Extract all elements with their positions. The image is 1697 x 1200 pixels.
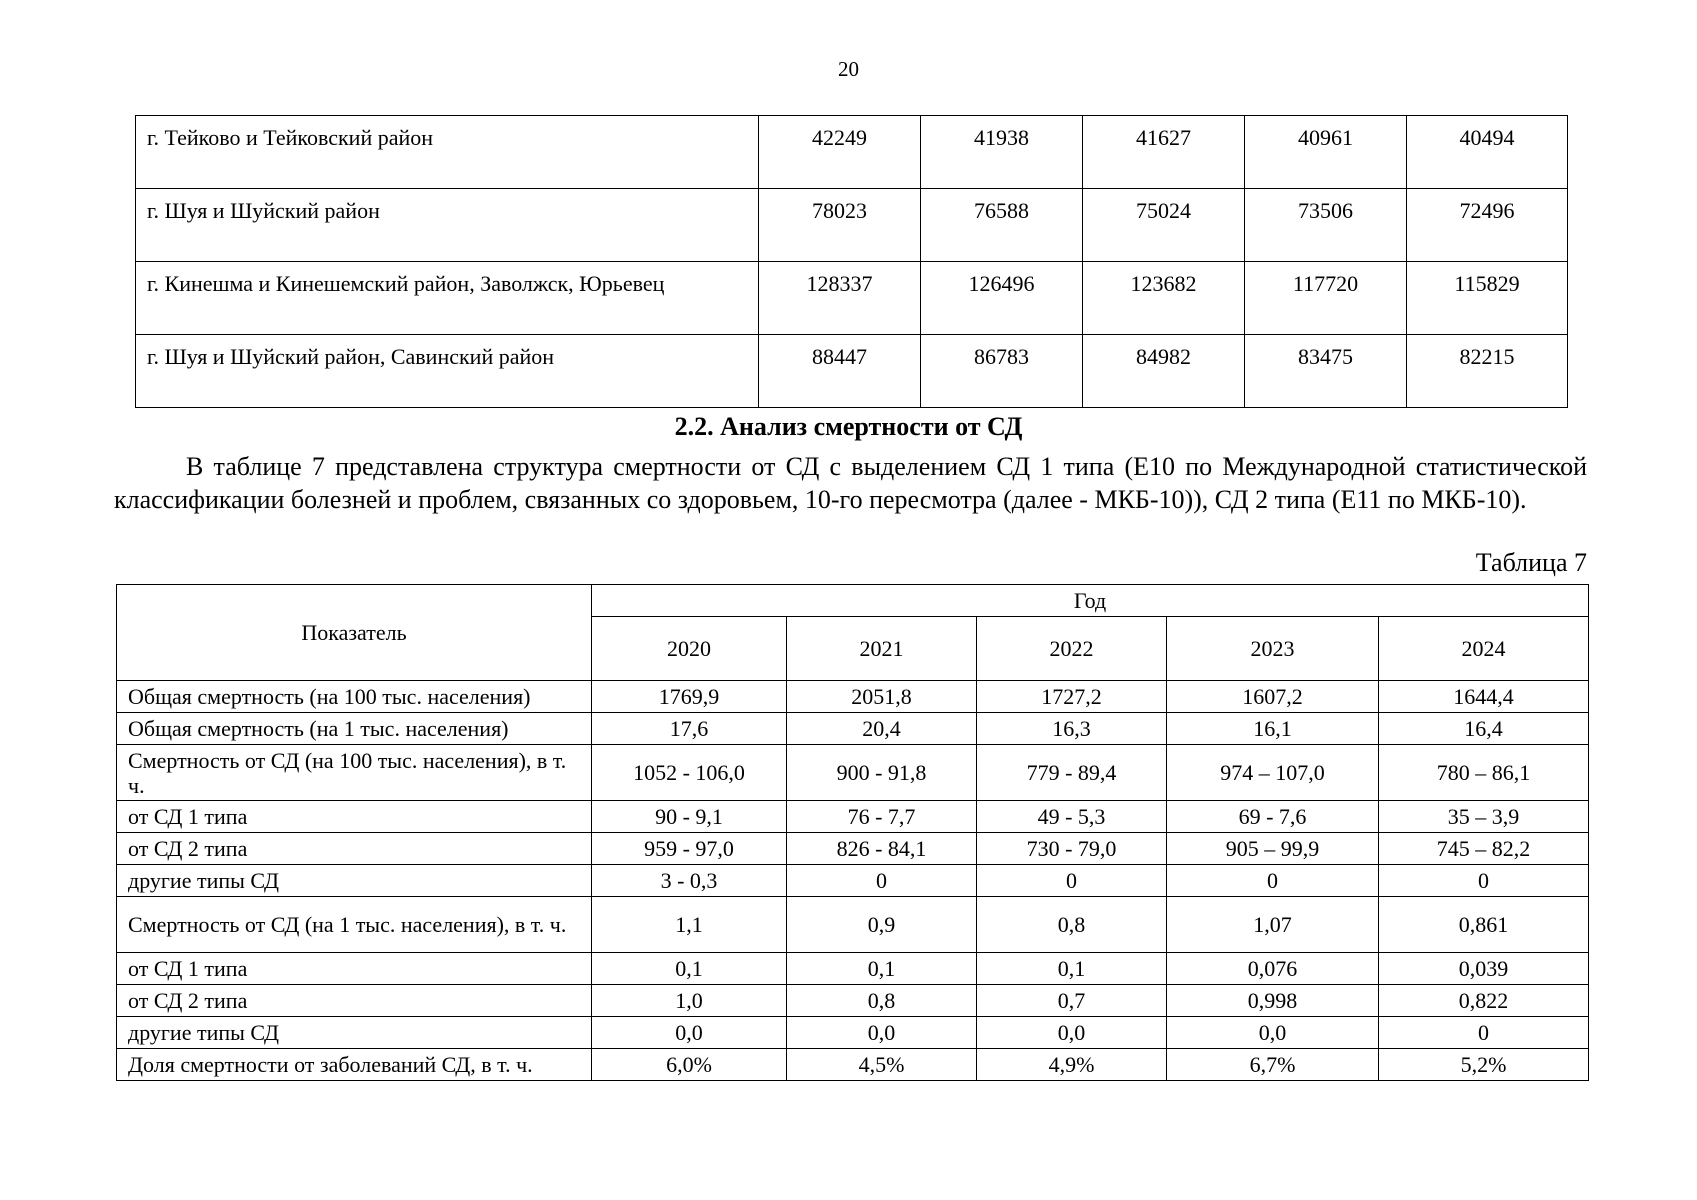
population-table	[135, 115, 1568, 408]
population-value: 115829	[1407, 262, 1568, 335]
table-row	[117, 985, 1589, 1017]
indicator-value: 1,0	[592, 985, 787, 1017]
indicator-value: 0,998	[1167, 985, 1379, 1017]
population-value: 40961	[1245, 116, 1407, 189]
indicator-value: 0	[787, 865, 977, 897]
table-row	[117, 1049, 1589, 1081]
table-row	[136, 116, 1568, 189]
indicator-value: 745 – 82,2	[1379, 833, 1589, 865]
table-row	[117, 713, 1589, 745]
indicator-value: 16,4	[1379, 713, 1589, 745]
indicator-value: 0,0	[1167, 1017, 1379, 1049]
population-value: 41938	[921, 116, 1083, 189]
indicator-label: другие типы СД	[117, 1017, 592, 1049]
indicator-label: от СД 2 типа	[117, 833, 592, 865]
indicator-value: 905 – 99,9	[1167, 833, 1379, 865]
table-row	[136, 262, 1568, 335]
section-heading: 2.2. Анализ смертности от СД	[674, 412, 1023, 441]
population-value: 128337	[759, 262, 921, 335]
indicator-label: Доля смертности от заболеваний СД, в т. ч.	[117, 1049, 592, 1081]
population-value: 117720	[1245, 262, 1407, 335]
indicator-value: 0	[1379, 865, 1589, 897]
indicator-value: 0,0	[592, 1017, 787, 1049]
indicator-value: 6,7%	[1167, 1049, 1379, 1081]
indicator-value: 900 - 91,8	[787, 745, 977, 801]
table-row	[117, 833, 1589, 865]
page-number: 20	[838, 57, 859, 81]
indicator-value: 730 - 79,0	[977, 833, 1167, 865]
indicator-label: Смертность от СД (на 1 тыс. населения), в т. ч.	[117, 897, 592, 953]
indicator-value: 16,1	[1167, 713, 1379, 745]
year-header: Год	[592, 585, 1589, 617]
district-name: г. Тейково и Тейковский район	[136, 116, 759, 189]
intro-paragraph-text: В таблице 7 представлена структура смертности от СД с выделением СД 1 типа (Е10 по Международной статистической классификации болезней и проблем, связанных со здоровьем, 10-го пересмотра (далее - МКБ-10)), СД 2 типа (Е11 по МКБ-10).	[114, 452, 1587, 514]
indicator-value: 1,07	[1167, 897, 1379, 953]
population-value: 76588	[921, 189, 1083, 262]
table-row	[117, 865, 1589, 897]
indicator-value: 5,2%	[1379, 1049, 1589, 1081]
indicator-value: 1,1	[592, 897, 787, 953]
indicator-label: от СД 2 типа	[117, 985, 592, 1017]
indicator-value: 1644,4	[1379, 681, 1589, 713]
indicator-value: 0,0	[977, 1017, 1167, 1049]
indicator-value: 90 - 9,1	[592, 801, 787, 833]
district-name: г. Кинешма и Кинешемский район, Заволжск, Юрьевец	[136, 262, 759, 335]
indicator-value: 4,9%	[977, 1049, 1167, 1081]
year-2022: 2022	[977, 617, 1167, 681]
indicator-value: 1727,2	[977, 681, 1167, 713]
population-value: 83475	[1245, 335, 1407, 408]
indicator-value: 0,7	[977, 985, 1167, 1017]
indicator-value: 1607,2	[1167, 681, 1379, 713]
indicator-value: 20,4	[787, 713, 977, 745]
indicator-value: 17,6	[592, 713, 787, 745]
indicator-value: 0,861	[1379, 897, 1589, 953]
table-row	[117, 953, 1589, 985]
indicator-value: 69 - 7,6	[1167, 801, 1379, 833]
indicator-value: 1052 - 106,0	[592, 745, 787, 801]
indicator-value: 779 - 89,4	[977, 745, 1167, 801]
indicator-value: 0,039	[1379, 953, 1589, 985]
population-value: 86783	[921, 335, 1083, 408]
indicator-label: Общая смертность (на 1 тыс. населения)	[117, 713, 592, 745]
indicator-value: 35 – 3,9	[1379, 801, 1589, 833]
population-value: 123682	[1083, 262, 1245, 335]
table-row	[117, 897, 1589, 953]
year-2020: 2020	[592, 617, 787, 681]
year-2024: 2024	[1379, 617, 1589, 681]
population-value: 78023	[759, 189, 921, 262]
indicator-value: 780 – 86,1	[1379, 745, 1589, 801]
population-value: 42249	[759, 116, 921, 189]
district-name: г. Шуя и Шуйский район	[136, 189, 759, 262]
population-value: 40494	[1407, 116, 1568, 189]
mortality-table	[116, 584, 1589, 1081]
table-row	[136, 335, 1568, 408]
year-2023: 2023	[1167, 617, 1379, 681]
indicator-header: Показатель	[117, 585, 592, 681]
table-row	[117, 1017, 1589, 1049]
indicator-value: 0,1	[592, 953, 787, 985]
population-value: 82215	[1407, 335, 1568, 408]
indicator-value: 0,9	[787, 897, 977, 953]
indicator-value: 0,1	[977, 953, 1167, 985]
population-value: 72496	[1407, 189, 1568, 262]
indicator-label: Смертность от СД (на 100 тыс. населения), в т. ч.	[117, 745, 592, 801]
indicator-value: 0	[1167, 865, 1379, 897]
indicator-value: 49 - 5,3	[977, 801, 1167, 833]
indicator-value: 2051,8	[787, 681, 977, 713]
population-value: 41627	[1083, 116, 1245, 189]
indicator-value: 0,8	[977, 897, 1167, 953]
intro-paragraph	[114, 450, 1587, 516]
table-row	[117, 681, 1589, 713]
indicator-value: 3 - 0,3	[592, 865, 787, 897]
indicator-value: 0,8	[787, 985, 977, 1017]
indicator-value: 959 - 97,0	[592, 833, 787, 865]
table-caption: Таблица 7	[1475, 548, 1587, 577]
population-value: 84982	[1083, 335, 1245, 408]
indicator-value: 826 - 84,1	[787, 833, 977, 865]
population-value: 88447	[759, 335, 921, 408]
indicator-value: 0,822	[1379, 985, 1589, 1017]
indicator-label: другие типы СД	[117, 865, 592, 897]
indicator-value: 0	[1379, 1017, 1589, 1049]
population-value: 75024	[1083, 189, 1245, 262]
indicator-value: 1769,9	[592, 681, 787, 713]
indicator-value: 0,076	[1167, 953, 1379, 985]
population-value: 126496	[921, 262, 1083, 335]
indicator-value: 0	[977, 865, 1167, 897]
indicator-value: 6,0%	[592, 1049, 787, 1081]
table-row	[136, 189, 1568, 262]
indicator-label: от СД 1 типа	[117, 801, 592, 833]
population-value: 73506	[1245, 189, 1407, 262]
indicator-label: от СД 1 типа	[117, 953, 592, 985]
indicator-value: 76 - 7,7	[787, 801, 977, 833]
indicator-value: 974 – 107,0	[1167, 745, 1379, 801]
indicator-value: 4,5%	[787, 1049, 977, 1081]
year-2021: 2021	[787, 617, 977, 681]
table-row	[117, 801, 1589, 833]
indicator-value: 0,0	[787, 1017, 977, 1049]
table-row	[117, 745, 1589, 801]
indicator-value: 0,1	[787, 953, 977, 985]
indicator-value: 16,3	[977, 713, 1167, 745]
district-name: г. Шуя и Шуйский район, Савинский район	[136, 335, 759, 408]
indicator-label: Общая смертность (на 100 тыс. населения)	[117, 681, 592, 713]
